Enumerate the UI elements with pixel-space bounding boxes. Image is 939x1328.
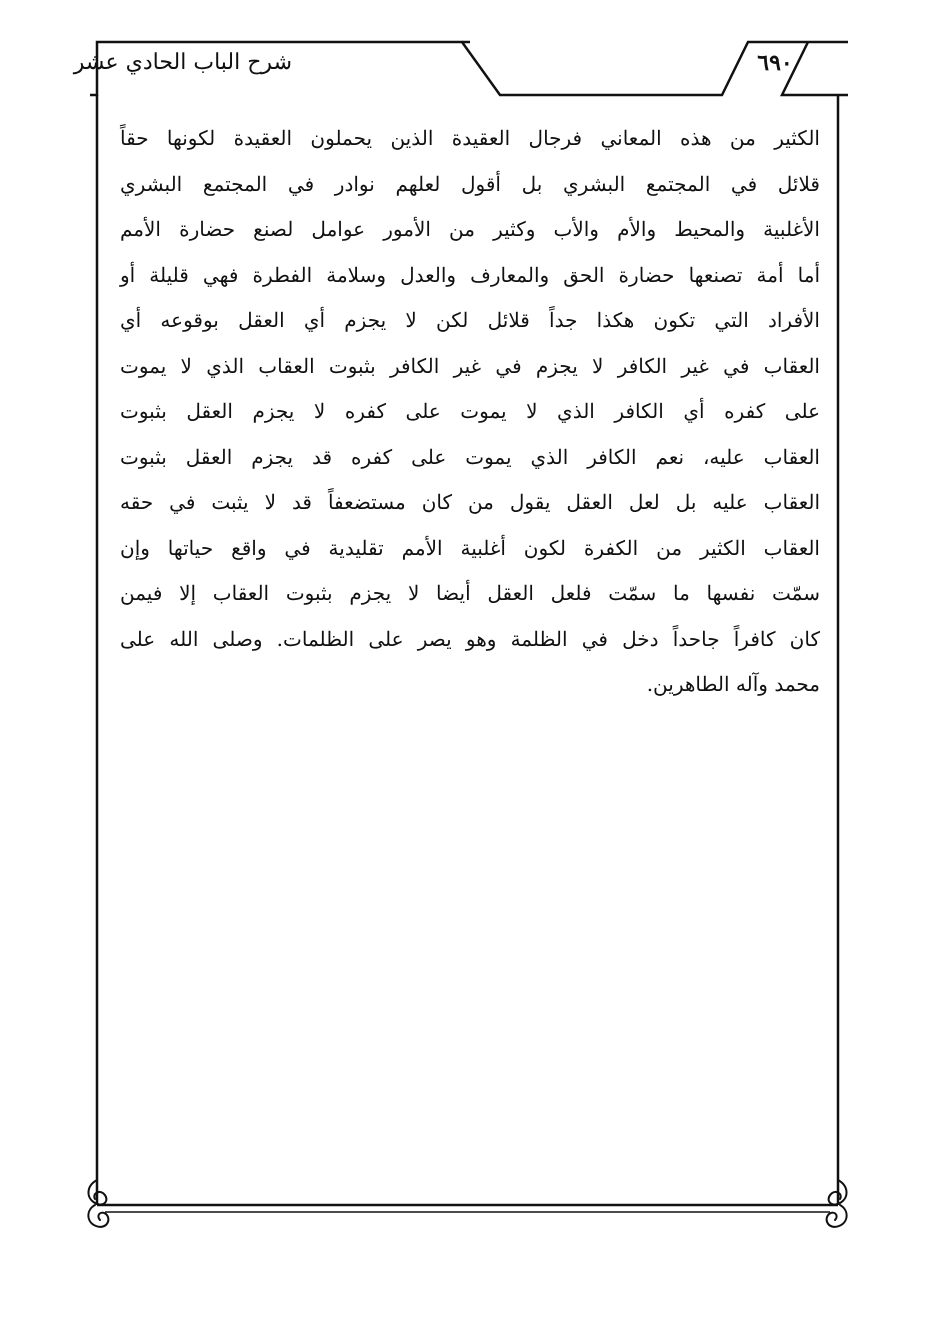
corner-ornament-left (88, 1180, 108, 1227)
text-line: قلائل في المجتمع البشري بل أقول لعلهم نوادر في المجتمع البشري (120, 171, 820, 196)
body-text (120, 116, 820, 708)
text-line: على كفره أي الكافر الذي لا يموت على كفره لا يجزم العقل بثبوت (120, 399, 820, 423)
text-line: العقاب عليه، نعم الكافر الذي يموت على كفره قد يجزم العقل بثبوت (120, 444, 820, 469)
text-line: الكثير من هذه المعاني فرجال العقيدة الذين يحملون العقيدة لكونها حقاً (120, 126, 820, 150)
text-line: الأفراد التي تكون هكذا جداً قلائل لكن لا يجزم أي العقل بوقوعه أي (120, 308, 820, 332)
text-line: كان كافراً جاحداً دخل في الظلمة وهو يصر على الظلمات. وصلى الله على (120, 626, 820, 651)
text-line: العقاب في غير الكافر لا يجزم في غير الكافر بثبوت العقاب الذي لا يموت (120, 353, 820, 378)
page-number: ٦٩٠ (757, 50, 793, 76)
text-line: الأغلبية والمحيط والأم والأب وكثير من الأمور عوامل لصنع حضارة الأمم (120, 217, 820, 241)
running-header-title: شرح الباب الحادي عشر (73, 50, 292, 75)
corner-ornament-right (827, 1180, 847, 1227)
text-line: العقاب عليه بل لعل العقل يقول من كان مستضعفاً قد لا يثبت في حقه (120, 490, 820, 514)
text-line-last: محمد وآله الطاهرين. (646, 672, 820, 696)
text-line: أما أمة تصنعها حضارة الحق والمعارف والعدل وسلامة الفطرة فهي قليلة أو (120, 262, 820, 287)
text-line: العقاب الكثير من الكفرة لكون أغلبية الأمم تقليدية في واقع حياتها وإن (120, 535, 820, 560)
text-line: سمّت نفسها ما سمّت فلعل العقل أيضا لا يجزم بثبوت العقاب إلا فيمن (120, 581, 820, 605)
